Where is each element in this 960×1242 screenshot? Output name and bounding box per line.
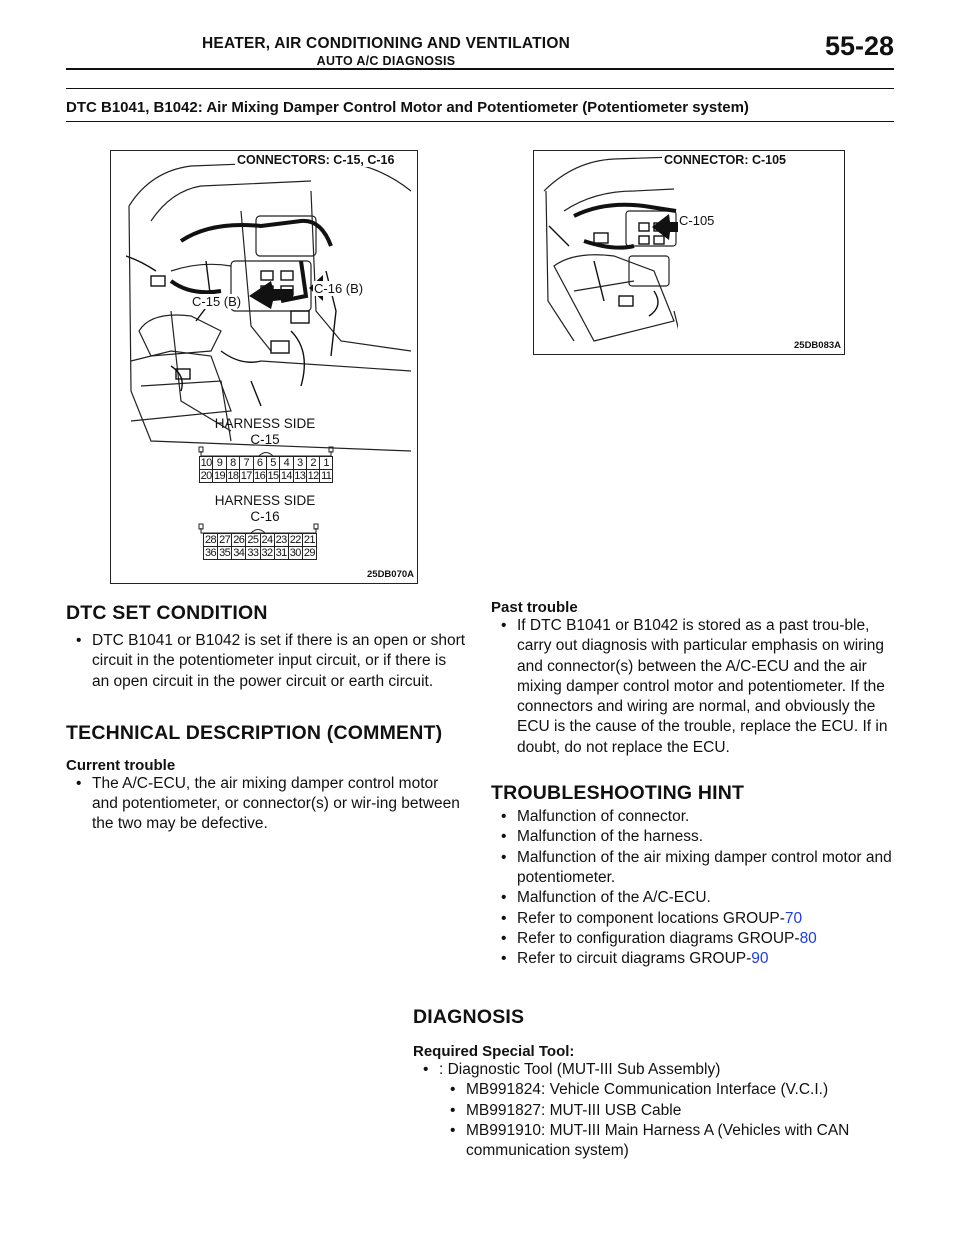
reference-item: • Refer to configuration diagrams GROUP-80 — [491, 929, 901, 949]
list-item: • Malfunction of the air mixing damper control motor and potentiometer. — [491, 848, 901, 889]
list-item: • If DTC B1041 or B1042 is stored as a past trou-ble, carry out diagnosis with particular emphasis on wiring and connector(s) between the A/C-ECU and the air mixing damper control motor and potentiometer. If the connectors and wiring are normal, and obviously the ECU is the cause of the trouble, replace the ECU. If in doubt, do not replace the ECU. — [491, 616, 901, 758]
pin-row — [200, 457, 333, 470]
left-column — [66, 602, 466, 835]
technical-description-heading: TECHNICAL DESCRIPTION (COMMENT) — [66, 721, 443, 744]
troubleshooting-hint-heading: TROUBLESHOOTING HINT — [491, 782, 745, 805]
pin-row — [204, 534, 317, 547]
pin-cell: 31 — [275, 547, 287, 559]
figure-label: CONNECTOR: C-105 — [664, 153, 787, 167]
list-item: • Malfunction of the harness. — [491, 827, 901, 847]
pin-cell: 36 — [205, 547, 217, 559]
callout-c15: C-15 (B) — [192, 294, 242, 309]
pin-cell: 23 — [275, 534, 287, 546]
connector-figure-c105 — [533, 150, 845, 355]
dtc-set-condition-list — [66, 631, 466, 692]
tool-components-list — [413, 1080, 903, 1161]
pin-cell: 11 — [321, 470, 332, 482]
required-tool-list — [413, 1060, 903, 1080]
pin-cell: 35 — [219, 547, 231, 559]
dtc-title: DTC B1041, B1042: Air Mixing Damper Control Motor and Potentiometer (Potentiometer system) — [66, 88, 894, 122]
list-item: • MB991827: MUT-III USB Cable — [413, 1101, 903, 1121]
harness-title-c16: HARNESS SIDE C-16 — [214, 493, 316, 524]
pin-cell: 15 — [267, 470, 279, 482]
pin-cell: 32 — [261, 547, 273, 559]
figure-code: 25DB070A — [367, 569, 414, 580]
pin-cell: 22 — [289, 534, 301, 546]
pin-cell: 26 — [233, 534, 245, 546]
callout-c105: C-105 — [679, 213, 715, 228]
pin-cell: 13 — [294, 470, 306, 482]
list-item: • MB991910: MUT-III Main Harness A (Vehicles with CAN communication system) — [413, 1121, 903, 1162]
past-trouble-list — [491, 616, 901, 758]
pin-cell: 19 — [214, 470, 226, 482]
manual-section-title: HEATER, AIR CONDITIONING AND VENTILATION — [202, 35, 570, 52]
pin-grid-c16 — [203, 533, 317, 560]
reference-item: • Refer to circuit diagrams GROUP-90 — [491, 949, 901, 969]
troubleshooting-hint-list — [491, 807, 901, 969]
pin-cell: 2 — [307, 457, 320, 470]
pin-cell: 30 — [289, 547, 301, 559]
pin-grid-c15 — [199, 456, 333, 483]
pin-cell: 1 — [320, 457, 333, 470]
manual-subsection-title: AUTO A/C DIAGNOSIS — [316, 54, 456, 68]
page-header — [66, 30, 894, 70]
pin-cell: 3 — [293, 457, 306, 470]
dtc-set-condition-heading: DTC SET CONDITION — [66, 602, 268, 624]
pin-cell: 29 — [303, 547, 315, 559]
console-wiring-illustration — [534, 151, 845, 355]
right-column — [491, 599, 901, 969]
current-trouble-list — [66, 774, 466, 835]
pin-cell: 5 — [266, 457, 279, 470]
current-trouble-heading: Current trouble — [66, 756, 176, 774]
pin-cell: 24 — [261, 534, 273, 546]
pin-cell: 10 — [200, 457, 212, 469]
pin-cell: 27 — [219, 534, 231, 546]
group-80-link[interactable]: 80 — [799, 929, 817, 947]
pin-cell: 33 — [247, 547, 259, 559]
reference-item: • Refer to component locations GROUP-70 — [491, 909, 901, 929]
list-item: • MB991824: Vehicle Communication Interface (V.C.I.) — [413, 1080, 903, 1100]
required-tool-heading: Required Special Tool: — [413, 1043, 575, 1060]
pin-row — [204, 547, 317, 560]
figure-code: 25DB083A — [794, 340, 841, 351]
pin-cell: 18 — [227, 470, 239, 482]
pin-cell: 14 — [280, 470, 292, 482]
pin-cell: 4 — [280, 457, 293, 470]
harness-title-c15: HARNESS SIDE C-15 — [214, 416, 316, 447]
pin-cell: 20 — [200, 470, 212, 482]
list-item: • The A/C-ECU, the air mixing damper control motor and potentiometer, or connector(s) or wir-ing between the two may be defective. — [66, 774, 466, 835]
group-70-link[interactable]: 70 — [784, 909, 803, 927]
pin-cell: 34 — [233, 547, 245, 559]
list-item: • Malfunction of the A/C-ECU. — [491, 888, 901, 908]
pin-cell: 28 — [205, 534, 217, 546]
pin-cell: 25 — [247, 534, 259, 546]
pin-cell: 21 — [303, 534, 315, 546]
past-trouble-heading: Past trouble — [491, 599, 578, 616]
list-item: • : Diagnostic Tool (MUT-III Sub Assembly) — [413, 1060, 903, 1080]
diagnosis-section — [413, 1006, 903, 1161]
pin-cell: 17 — [240, 470, 252, 482]
diagnosis-heading: DIAGNOSIS — [413, 1006, 525, 1028]
pin-cell: 9 — [213, 457, 226, 470]
pin-cell: 8 — [226, 457, 239, 470]
pin-cell: 6 — [253, 457, 266, 470]
connector-figure-c15-c16 — [110, 150, 418, 584]
pin-cell: 7 — [240, 457, 253, 470]
list-item: • Malfunction of connector. — [491, 807, 901, 827]
callout-c16: C-16 (B) — [314, 281, 364, 296]
group-90-link[interactable]: 90 — [751, 950, 769, 968]
figure-label: CONNECTORS: C-15, C-16 — [237, 153, 395, 167]
pin-cell: 16 — [254, 470, 266, 482]
list-item: • DTC B1041 or B1042 is set if there is an open or short circuit in the potentiometer input circuit, or if there is an open circuit in the power circuit or earth circuit. — [66, 631, 466, 692]
pin-cell: 12 — [307, 470, 319, 482]
pin-row — [200, 470, 333, 483]
page-number: 55-28 — [824, 31, 894, 61]
